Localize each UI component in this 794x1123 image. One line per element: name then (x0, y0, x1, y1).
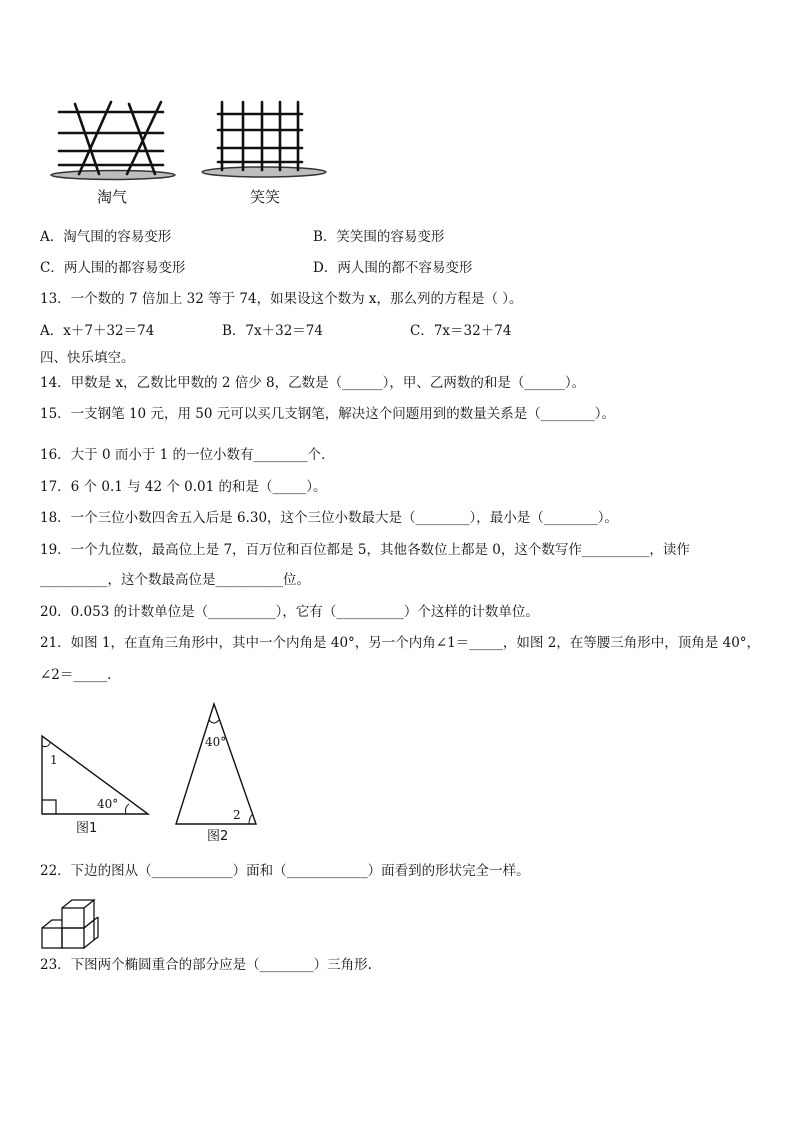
question-13: 13．一个数的 7 倍加上 32 等于 74，如果设这个数为 x，那么列的方程是（ ）。 (40, 291, 523, 307)
section-heading: 四、快乐填空。 (40, 350, 135, 366)
fig1-angle-label: 40° (97, 797, 119, 811)
question-18: 18．一个三位小数四舍五入后是 6.30，这个三位小数最大是（________），最小是（________）。 (40, 510, 619, 526)
question-14: 14．甲数是 x，乙数比甲数的 2 倍少 8，乙数是（______），甲、乙两数的和是（______）。 (40, 375, 586, 391)
option-a: A．淘气围的容易变形 (40, 229, 172, 245)
option-d: D．两人围的都不容易变形 (313, 260, 473, 276)
q13-option-b: B．7x＋32＝74 (222, 323, 323, 339)
question-20: 20．0.053 的计数单位是（__________），它有（__________）个这样的计数单位。 (40, 604, 539, 620)
q13-option-a: A．x＋7＋32＝74 (40, 323, 155, 339)
option-c: C．两人围的都容易变形 (40, 260, 186, 276)
fig2-angle-label: 40° (205, 735, 227, 749)
question-22: 22．下边的图从（____________）面和（____________）面看到的形状完全一样。 (40, 863, 530, 879)
right-triangle-figure (38, 734, 158, 824)
question-19-line1: 19．一个九位数，最高位上是 7，百万位和百位都是 5，其他各数位上都是 0，这个数写作__________，读作 (40, 542, 690, 558)
question-21-line1: 21．如图 1，在直角三角形中，其中一个内角是 40°，另一个内角∠1＝_____，如图 2，在等腰三角形中，顶角是 40°， (40, 635, 761, 651)
question-15: 15．一支钢笔 10 元，用 50 元可以买几支钢笔，解决这个问题用到的数量关系是（________）。 (40, 406, 615, 422)
question-19-line2: __________，这个数最高位是__________位。 (40, 572, 310, 588)
question-21-line2: ∠2＝_____. (40, 667, 112, 683)
taoqi-caption: 淘气 (97, 188, 128, 206)
question-16: 16．大于 0 而小于 1 的一位小数有________个. (40, 447, 326, 463)
stacked-cubes-figure (40, 896, 110, 952)
q13-option-c: C．7x＝32＋74 (410, 323, 512, 339)
question-23: 23．下图两个椭圆重合的部分应是（________）三角形. (40, 957, 372, 973)
isosceles-triangle-figure (170, 700, 270, 830)
angle-1-label: 1 (50, 753, 58, 767)
fig2-caption: 图2 (207, 829, 229, 844)
option-b: B．笑笑围的容易变形 (313, 229, 445, 245)
angle-2-label: 2 (233, 808, 241, 822)
xiaoxiao-caption: 笑笑 (250, 188, 281, 206)
question-17: 17．6 个 0.1 与 42 个 0.01 的和是（_____）。 (40, 479, 327, 495)
fig1-caption: 图1 (76, 821, 98, 836)
